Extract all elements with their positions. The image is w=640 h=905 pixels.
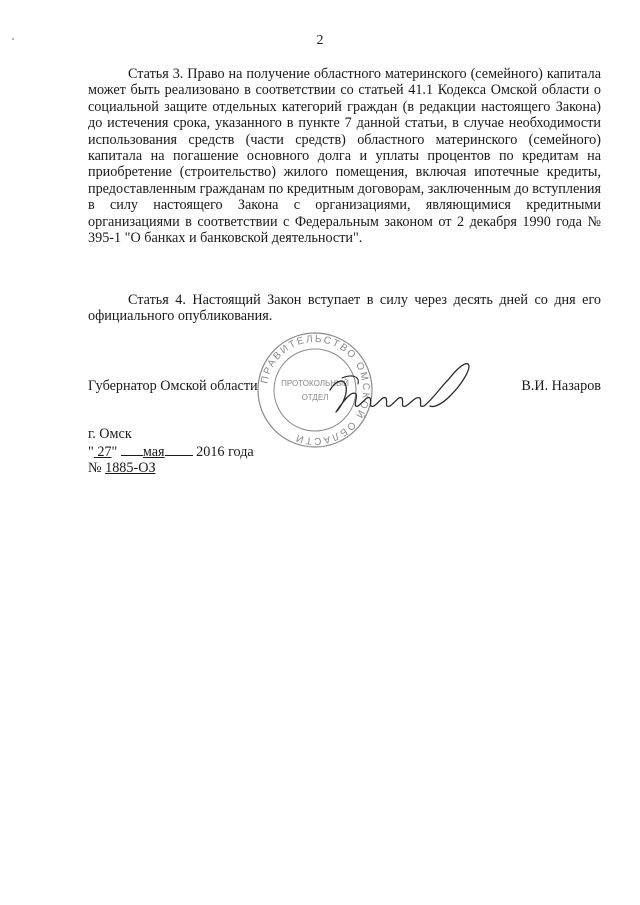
date-day: 27 bbox=[97, 443, 112, 460]
city: г. Омск bbox=[88, 426, 132, 442]
article-4-paragraph: Статья 4. Настоящий Закон вступает в силу через десять дней со дня его официального опубликования. bbox=[88, 292, 601, 325]
date-line bbox=[88, 443, 254, 461]
signer-title: Губернатор Омской области bbox=[88, 378, 258, 394]
stamp-center-top: ПРОТОКОЛЬНЫЙ bbox=[281, 379, 349, 388]
date-month: мая bbox=[142, 443, 165, 460]
place-date-number-block bbox=[88, 426, 254, 477]
page-number: 2 bbox=[316, 33, 324, 48]
stamp-center-bottom: ОТДЕЛ bbox=[301, 393, 329, 402]
date-year: 2016 года bbox=[196, 443, 254, 460]
date-quote-close: " bbox=[111, 443, 118, 460]
signer-name: В.И. Назаров bbox=[521, 378, 601, 394]
law-number: 1885-ОЗ bbox=[105, 460, 156, 476]
date-quote-open: " bbox=[88, 443, 94, 460]
date-blank-right bbox=[165, 443, 193, 456]
stamp-ring-text: ПРАВИТЕЛЬСТВО ОМСКОЙ ОБЛАСТИ bbox=[259, 333, 372, 447]
number-line bbox=[88, 460, 254, 477]
date-blank-left bbox=[121, 443, 143, 456]
signature-line bbox=[88, 377, 601, 397]
article-3-paragraph: Статья 3. Право на получение областного материнского (семейного) капитала может быть реализовано в соответствии со статьей 41.1 Кодекса Омской области о социальной защите отдельных категорий граждан (в редакции настоящего Закона) до истечения срока, указанного в пункте 7 данной статьи, в случае необходимости использования средств (части средств) областного материнского (семейного) капитала на погашение основного долга и уплаты процентов по кредитам на приобретение (строительство) жилого помещения, включая ипотечные кредиты, предоставленным гражданам по кредитным договорам, заключенным до вступления в силу настоящего Закона с организациями, являющимися кредитными организациями в соответствии с Федеральным законом от 2 декабря 1990 года № 395-1 "О банках и банковской деятельности". bbox=[88, 66, 601, 247]
number-prefix: № bbox=[88, 460, 102, 476]
